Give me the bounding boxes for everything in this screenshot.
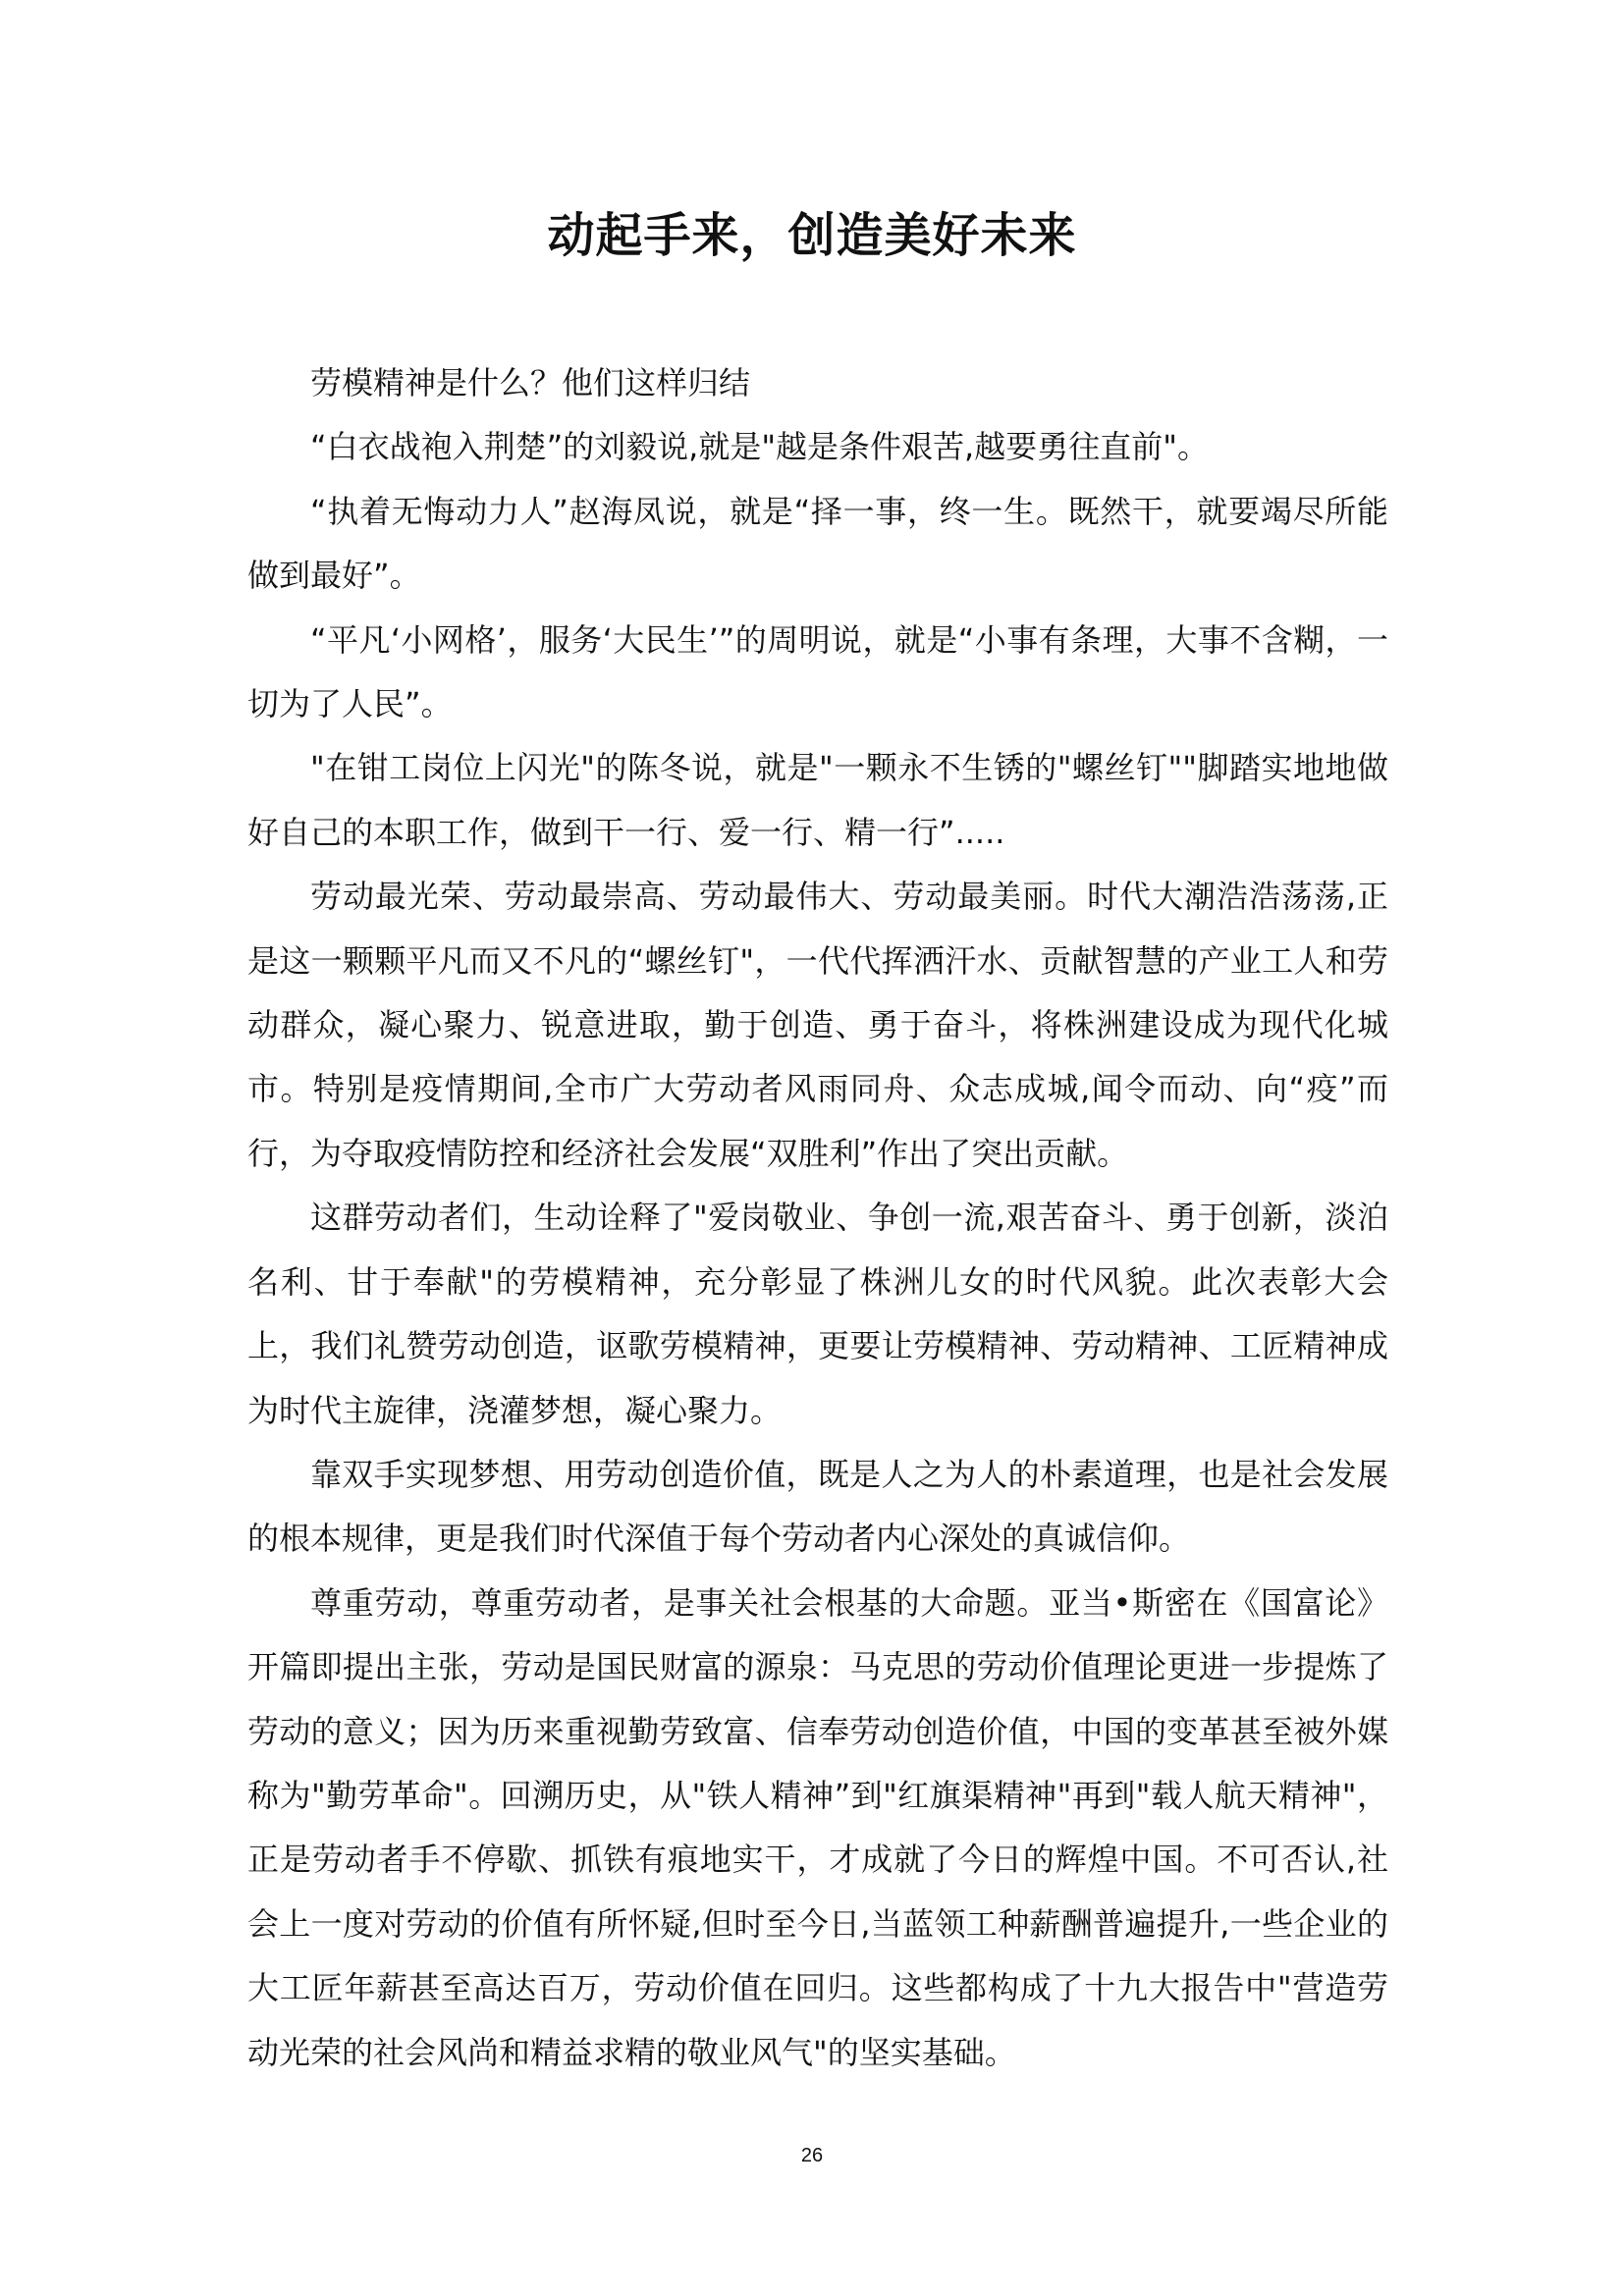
paragraph: 靠双手实现梦想、用劳动创造价值，既是人之为人的朴素道理，也是社会发展的根本规律，更是我们时代深值于每个劳动者内心深处的真诚信仰。 [247,1455,1388,1558]
paragraph: 这群劳动者们，生动诠释了"爱岗敬业、争创一流,艰苦奋斗、勇于创新，淡泊名利、甘于奉献"的劳模精神，充分彰显了株洲儿女的时代风貌。此次表彰大会上，我们礼赞劳动创造，讴歌劳模精神，更要让劳模精神、劳动精神、工匠精神成为时代主旋律，浇灌梦想，凝心聚力。 [247,1199,1388,1429]
paragraph: “白衣战袍入荆楚”的刘毅说,就是"越是条件艰苦,越要勇往直前"。 [310,428,1209,466]
paragraph: "在钳工岗位上闪光"的陈冬说，就是"一颗永不生锈的"螺丝钉""脚踏实地地做好自己的本职工作，做到干一行、爱一行、精一行”..... [247,749,1388,851]
article-body [247,351,1388,2085]
paragraph: “平凡‘小网格’，服务‘大民生’”的周明说，就是“小事有条理，大事不含糊，一切为了人民”。 [247,620,1388,723]
paragraph: 劳模精神是什么？他们这样归结 [310,364,751,401]
page-title: 动起手来，创造美好未来 [547,208,1077,263]
page-number: 26 [800,2145,824,2166]
paragraph: “执着无悔动力人”赵海凤说，就是“择一事，终一生。既然干，就要竭尽所能做到最好”。 [247,492,1388,595]
paragraph: 尊重劳动，尊重劳动者，是事关社会根基的大命题。亚当•斯密在《国富论》开篇即提出主张，劳动是国民财富的源泉：马克思的劳动价值理论更进一步提炼了劳动的意义；因为历来重视勤劳致富、信奉劳动创造价值，中国的变革甚至被外媒称为"勤劳革命"。回溯历史，从"铁人精神”到"红旗渠精神"再到"载人航天精神"，正是劳动者手不停歇、抓铁有痕地实干，才成就了今日的辉煌中国。不可否认,社会上一度对劳动的价值有所怀疑,但时至今日,当蓝领工种薪酬普遍提升,一些企业的大工匠年薪甚至高达百万，劳动价值在回归。这些都构成了十九大报告中"营造劳动光荣的社会风尚和精益求精的敬业风气"的坚实基础。 [247,1583,1388,2071]
paragraph: 劳动最光荣、劳动最崇高、劳动最伟大、劳动最美丽。时代大潮浩浩荡荡,正是这一颗颗平凡而又不凡的“螺丝钉"，一代代挥洒汗水、贡献智慧的产业工人和劳动群众，凝心聚力、锐意进取，勤于创造、勇于奋斗，将株洲建设成为现代化城市。特别是疫情期间,全市广大劳动者风雨同舟、众志成城,闻令而动、向“疫”而行，为夺取疫情防控和经济社会发展“双胜利”作出了突出贡献。 [247,878,1388,1172]
